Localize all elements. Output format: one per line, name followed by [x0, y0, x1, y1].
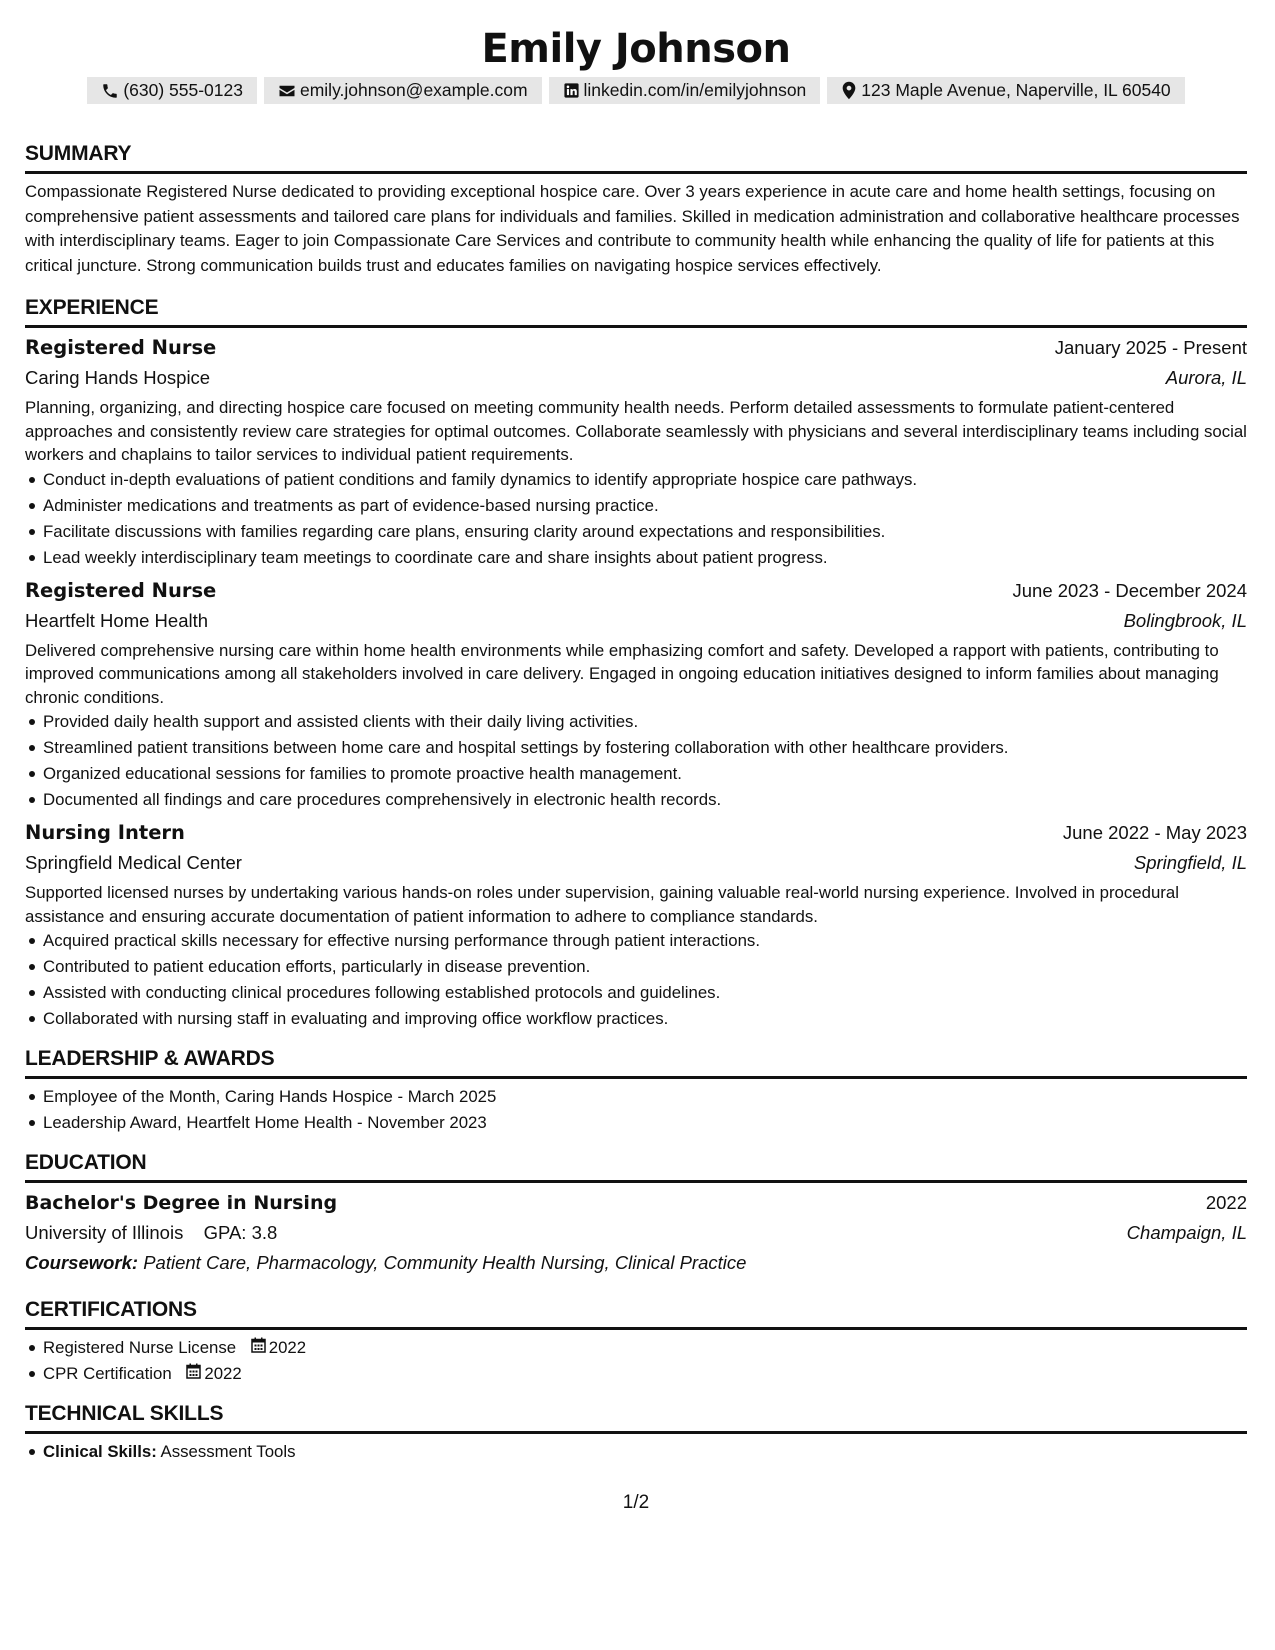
job-description: Planning, organizing, and directing hospice care focused on meeting community health needs. Perform detailed assessments to formulate patient-centered approaches and consistently review care strategies for optimal outcomes. Collaborate seamlessly with physicians and several interdisciplinary teams including social workers and chaplains to tailor services to individual patient requirements.	[25, 398, 1247, 464]
list-item	[43, 1361, 1247, 1387]
list-item: Conduct in-depth evaluations of patient conditions and family dynamics to identify appropriate hospice care pathways.	[43, 467, 1247, 493]
skill-value: Assessment Tools	[160, 1442, 296, 1461]
linkedin-chip[interactable]	[549, 77, 821, 104]
section-title-education: EDUCATION	[25, 1139, 1247, 1183]
envelope-icon	[278, 82, 296, 100]
phone-text: (630) 555-0123	[123, 80, 243, 100]
section-title-certifications: CERTIFICATIONS	[25, 1286, 1247, 1330]
awards-list	[25, 1084, 1247, 1136]
degree-title: Bachelor's Degree in Nursing	[25, 1192, 338, 1214]
list-item	[43, 1335, 1247, 1361]
list-item: Lead weekly interdisciplinary team meetings to coordinate care and share insights about patient progress.	[43, 545, 1247, 571]
list-item: Provided daily health support and assisted clients with their daily living activities.	[43, 709, 1247, 735]
cert-name: Registered Nurse License	[43, 1338, 237, 1357]
section-title-experience: EXPERIENCE	[25, 284, 1247, 328]
job-location: Springfield, IL	[1133, 852, 1247, 873]
list-item: Employee of the Month, Caring Hands Hospice - March 2025	[43, 1084, 1247, 1110]
summary-section	[25, 130, 1247, 278]
skills-section	[25, 1390, 1247, 1465]
list-item: Acquired practical skills necessary for effective nursing performance through patient interactions.	[43, 928, 1247, 954]
calendar-icon	[186, 1361, 201, 1387]
email-chip[interactable]	[264, 77, 542, 104]
cert-date: 2022	[204, 1364, 242, 1383]
list-item: Assisted with conducting clinical procedures following established protocols and guidelines.	[43, 980, 1247, 1006]
gpa: GPA: 3.8	[203, 1222, 278, 1243]
list-item: Leadership Award, Heartfelt Home Health - November 2023	[43, 1110, 1247, 1136]
job-bullets	[25, 709, 1247, 813]
job-entry	[25, 576, 1247, 814]
coursework	[25, 1248, 1247, 1278]
cert-date: 2022	[268, 1338, 307, 1357]
map-pin-icon	[841, 81, 857, 100]
coursework-list: Patient Care, Pharmacology, Community Health Nursing, Clinical Practice	[143, 1252, 747, 1273]
candidate-name: Emily Johnson	[481, 26, 791, 72]
list-item: Organized educational sessions for families to promote proactive health management.	[43, 761, 1247, 787]
school-location: Champaign, IL	[1126, 1222, 1247, 1243]
list-item: Collaborated with nursing staff in evaluating and improving office workflow practices.	[43, 1006, 1247, 1032]
job-title: Nursing Intern	[25, 821, 185, 844]
job-title: Registered Nurse	[25, 336, 217, 359]
cert-name: CPR Certification	[43, 1364, 172, 1383]
section-title-leadership: LEADERSHIP & AWARDS	[25, 1035, 1247, 1079]
job-company: Springfield Medical Center	[25, 852, 242, 873]
resume-page	[25, 0, 1247, 1513]
graduation-year: 2022	[1205, 1192, 1247, 1213]
list-item: Documented all findings and care procedures comprehensively in electronic health records.	[43, 787, 1247, 813]
contact-bar	[25, 77, 1247, 104]
certifications-section	[25, 1286, 1247, 1387]
job-description: Supported licensed nurses by undertaking various hands-on roles under supervision, gaining valuable real-world nursing experience. Involved in procedural assistance and ensuring accurate documentation of patient information to adhere to compliance standards.	[25, 883, 1179, 926]
job-location: Bolingbrook, IL	[1123, 609, 1247, 631]
summary-text: Compassionate Registered Nurse dedicated to providing exceptional hospice care. Over 3 years experience in acute care and home health settings, focusing on comprehensive patient assessments and tailored care plans for individuals and families. Skilled in medication administration and collaborative healthcare processes with interdisciplinary teams. Eager to join Compassionate Care Services and contribute to community health while enhancing the quality of life for patients at this critical juncture. Strong communication builds trust and educates families on navigating hospice services effectively.	[25, 182, 1240, 275]
job-bullets	[25, 928, 1247, 1032]
leadership-section	[25, 1035, 1247, 1136]
job-entry	[25, 818, 1247, 1032]
experience-section	[25, 284, 1247, 1032]
list-item: Administer medications and treatments as part of evidence-based nursing practice.	[43, 493, 1247, 519]
address-text: 123 Maple Avenue, Naperville, IL 60540	[861, 80, 1171, 100]
phone-chip[interactable]	[87, 77, 257, 104]
school-name: University of Illinois	[25, 1222, 184, 1243]
list-item	[43, 1439, 1247, 1465]
calendar-icon	[251, 1335, 266, 1361]
linkedin-icon	[563, 82, 580, 99]
job-bullets	[25, 467, 1247, 571]
list-item: Streamlined patient transitions between home care and hospital settings by fostering collaboration with other healthcare providers.	[43, 735, 1247, 761]
list-item: Facilitate discussions with families regarding care plans, ensuring clarity around expectations and responsibilities.	[43, 519, 1247, 545]
email-text: emily.johnson@example.com	[299, 80, 528, 100]
job-company: Caring Hands Hospice	[25, 367, 211, 388]
job-description: Delivered comprehensive nursing care within home health environments while emphasizing comfort and safety. Developed a rapport with patients, contributing to improved communications among all stakeholders involved in care delivery. Engaged in ongoing education initiatives designed to inform families about managing chronic conditions.	[25, 640, 1219, 707]
job-date: June 2022 - May 2023	[1062, 822, 1247, 843]
job-company: Heartfelt Home Health	[25, 609, 209, 631]
skill-label: Clinical Skills:	[43, 1442, 157, 1461]
section-title-summary: SUMMARY	[25, 130, 1247, 174]
list-item: Contributed to patient education efforts, particularly in disease prevention.	[43, 954, 1247, 980]
address-chip[interactable]	[827, 77, 1184, 104]
coursework-label: Coursework:	[25, 1252, 139, 1273]
job-entry	[25, 333, 1247, 571]
job-title: Registered Nurse	[25, 578, 217, 602]
page-number: 1/2	[622, 1492, 650, 1513]
section-title-skills: TECHNICAL SKILLS	[25, 1390, 1247, 1434]
job-date: January 2025 - Present	[1054, 337, 1247, 358]
job-location: Aurora, IL	[1165, 367, 1247, 388]
phone-icon	[101, 82, 119, 100]
skills-list	[25, 1439, 1247, 1465]
certifications-list	[25, 1335, 1247, 1387]
linkedin-text: linkedin.com/in/emilyjohnson	[583, 80, 807, 100]
education-section	[25, 1139, 1247, 1278]
job-date: June 2023 - December 2024	[1012, 579, 1247, 601]
